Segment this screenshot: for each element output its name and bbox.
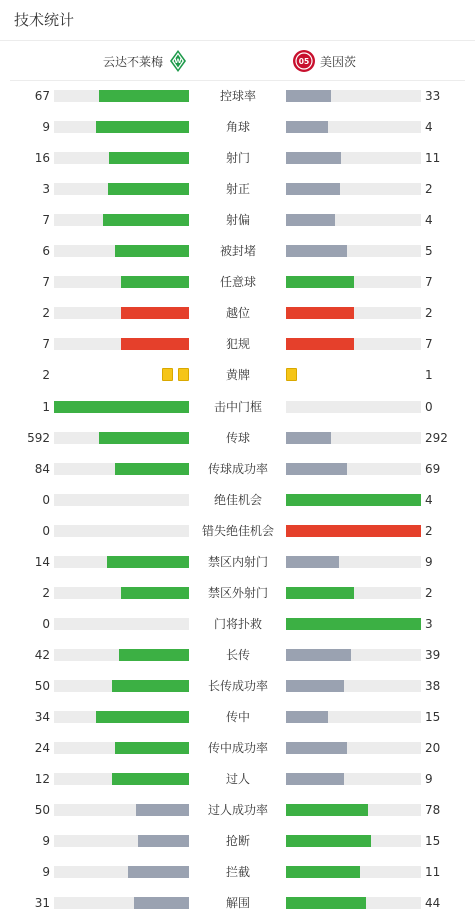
stat-label: 被封堵 xyxy=(219,244,256,258)
stat-row xyxy=(0,117,475,137)
home-cards xyxy=(162,368,189,381)
away-value: 1 xyxy=(425,368,433,382)
home-bar-fill xyxy=(112,680,189,692)
stat-label: 射门 xyxy=(225,151,250,165)
stat-row xyxy=(0,148,475,168)
home-value: 12 xyxy=(34,772,50,786)
away-bar-track xyxy=(286,897,421,909)
stat-label: 门将扑救 xyxy=(213,617,262,631)
stat-label: 过人成功率 xyxy=(207,803,268,817)
away-bar-fill xyxy=(286,742,347,754)
away-bar-fill xyxy=(286,773,344,785)
home-bar-track xyxy=(54,90,189,102)
stat-row xyxy=(0,800,475,820)
home-value: 0 xyxy=(42,524,50,538)
home-bar-fill xyxy=(115,463,189,475)
stat-row xyxy=(0,583,475,603)
away-bar-fill xyxy=(286,494,421,506)
home-value: 31 xyxy=(34,896,50,910)
divider xyxy=(10,80,465,81)
away-bar-fill xyxy=(286,183,340,195)
away-bar-track xyxy=(286,90,421,102)
away-bar-fill xyxy=(286,618,421,630)
home-value: 2 xyxy=(42,586,50,600)
home-bar-track xyxy=(54,866,189,878)
stat-row xyxy=(0,707,475,727)
stat-row xyxy=(0,210,475,230)
stat-label: 禁区外射门 xyxy=(207,586,268,600)
away-bar-fill xyxy=(286,152,341,164)
away-value: 5 xyxy=(425,244,433,258)
home-team[interactable] xyxy=(103,48,187,74)
away-bar-track xyxy=(286,401,421,413)
stat-row xyxy=(0,459,475,479)
home-value: 9 xyxy=(42,865,50,879)
svg-text:W: W xyxy=(174,57,182,66)
home-value: 24 xyxy=(34,741,50,755)
away-bar-fill xyxy=(286,711,328,723)
home-bar-track xyxy=(54,245,189,257)
away-bar-track xyxy=(286,742,421,754)
away-bar-track xyxy=(286,835,421,847)
home-bar-fill xyxy=(121,307,189,319)
away-team[interactable] xyxy=(292,48,356,74)
home-value: 2 xyxy=(42,368,50,382)
away-value: 2 xyxy=(425,524,433,538)
home-value: 16 xyxy=(34,151,50,165)
home-bar-fill xyxy=(109,152,189,164)
home-bar-track xyxy=(54,525,189,537)
stat-row xyxy=(0,365,475,385)
home-value: 592 xyxy=(27,431,50,445)
home-bar-track xyxy=(54,649,189,661)
svg-text:05: 05 xyxy=(298,56,310,66)
away-bar-track xyxy=(286,183,421,195)
home-bar-track xyxy=(54,618,189,630)
home-bar-fill xyxy=(121,587,189,599)
home-value: 50 xyxy=(34,803,50,817)
stat-label: 传球 xyxy=(225,431,250,445)
home-bar-track xyxy=(54,183,189,195)
away-value: 33 xyxy=(425,89,441,103)
home-bar-fill xyxy=(115,245,189,257)
stat-row xyxy=(0,862,475,882)
yellow-card-icon xyxy=(286,368,297,381)
stat-row xyxy=(0,614,475,634)
stat-row xyxy=(0,738,475,758)
away-bar-fill xyxy=(286,680,344,692)
away-bar-fill xyxy=(286,338,354,350)
stat-label: 射正 xyxy=(225,182,250,196)
away-bar-track xyxy=(286,649,421,661)
stat-label: 长传成功率 xyxy=(207,679,268,693)
away-value: 15 xyxy=(425,710,441,724)
stat-label: 击中门框 xyxy=(213,400,262,414)
away-value: 2 xyxy=(425,306,433,320)
stat-row xyxy=(0,303,475,323)
stat-row xyxy=(0,334,475,354)
mainz-crest-icon xyxy=(292,49,316,73)
away-bar-fill xyxy=(286,121,328,133)
stat-label: 错失绝佳机会 xyxy=(201,524,274,538)
away-bar-track xyxy=(286,463,421,475)
home-value: 9 xyxy=(42,834,50,848)
home-bar-fill xyxy=(121,276,189,288)
away-bar-fill xyxy=(286,307,354,319)
stat-label: 抢断 xyxy=(225,834,250,848)
away-value: 2 xyxy=(425,586,433,600)
away-bar-track xyxy=(286,773,421,785)
home-bar-track xyxy=(54,401,189,413)
home-value: 9 xyxy=(42,120,50,134)
away-bar-track xyxy=(286,525,421,537)
home-bar-track xyxy=(54,152,189,164)
home-bar-fill xyxy=(107,556,189,568)
home-bar-fill xyxy=(99,90,189,102)
home-bar-track xyxy=(54,432,189,444)
away-bar-track xyxy=(286,276,421,288)
stat-label: 控球率 xyxy=(219,89,256,103)
home-bar-fill xyxy=(138,835,189,847)
home-bar-track xyxy=(54,742,189,754)
away-value: 9 xyxy=(425,555,433,569)
away-value: 7 xyxy=(425,337,433,351)
away-value: 2 xyxy=(425,182,433,196)
home-team-name: 云达不莱梅 xyxy=(102,54,163,69)
home-bar-track xyxy=(54,897,189,909)
away-bar-track xyxy=(286,804,421,816)
home-bar-fill xyxy=(128,866,189,878)
home-bar-track xyxy=(54,338,189,350)
page-title: 技术统计 xyxy=(14,11,75,29)
home-value: 1 xyxy=(42,400,50,414)
home-value: 0 xyxy=(42,493,50,507)
away-bar-track xyxy=(286,307,421,319)
home-value: 34 xyxy=(34,710,50,724)
home-bar-fill xyxy=(103,214,189,226)
stat-label: 过人 xyxy=(225,772,250,786)
away-value: 20 xyxy=(425,741,441,755)
stat-label: 角球 xyxy=(225,120,250,134)
stat-label: 解围 xyxy=(225,896,250,910)
stat-row xyxy=(0,272,475,292)
stat-row xyxy=(0,676,475,696)
home-value: 50 xyxy=(34,679,50,693)
away-team-name: 美因茨 xyxy=(320,54,357,69)
home-value: 6 xyxy=(42,244,50,258)
away-bar-fill xyxy=(286,214,335,226)
home-bar-track xyxy=(54,711,189,723)
away-bar-track xyxy=(286,152,421,164)
stat-row xyxy=(0,241,475,261)
stat-label: 传中 xyxy=(225,710,250,724)
home-bar-fill xyxy=(121,338,189,350)
stat-label: 犯规 xyxy=(225,337,250,351)
home-bar-fill xyxy=(96,121,189,133)
stat-label: 拦截 xyxy=(225,865,250,879)
werder-bremen-crest-icon xyxy=(169,49,187,73)
away-value: 3 xyxy=(425,617,433,631)
away-bar-fill xyxy=(286,804,368,816)
stat-label: 传球成功率 xyxy=(207,462,268,476)
away-value: 4 xyxy=(425,213,433,227)
away-bar-fill xyxy=(286,556,339,568)
home-value: 7 xyxy=(42,275,50,289)
away-bar-track xyxy=(286,432,421,444)
stat-row xyxy=(0,521,475,541)
home-bar-fill xyxy=(96,711,189,723)
away-bar-fill xyxy=(286,835,371,847)
home-value: 84 xyxy=(34,462,50,476)
home-value: 7 xyxy=(42,213,50,227)
away-value: 11 xyxy=(425,151,441,165)
away-bar-fill xyxy=(286,245,347,257)
away-bar-fill xyxy=(286,90,331,102)
home-bar-track xyxy=(54,307,189,319)
stat-row xyxy=(0,893,475,913)
away-bar-fill xyxy=(286,276,354,288)
home-value: 0 xyxy=(42,617,50,631)
home-bar-track xyxy=(54,835,189,847)
away-bar-track xyxy=(286,711,421,723)
home-bar-track xyxy=(54,680,189,692)
home-bar-track xyxy=(54,494,189,506)
stat-row xyxy=(0,86,475,106)
stat-label: 长传 xyxy=(225,648,250,662)
away-bar-fill xyxy=(286,866,360,878)
stat-row xyxy=(0,179,475,199)
stat-label: 绝佳机会 xyxy=(213,493,262,507)
stat-label: 黄牌 xyxy=(225,368,250,382)
home-bar-fill xyxy=(115,742,189,754)
home-value: 42 xyxy=(34,648,50,662)
home-bar-track xyxy=(54,804,189,816)
home-value: 67 xyxy=(34,89,50,103)
away-bar-fill xyxy=(286,432,331,444)
away-bar-fill xyxy=(286,463,347,475)
away-bar-track xyxy=(286,680,421,692)
away-bar-track xyxy=(286,245,421,257)
away-value: 39 xyxy=(425,648,441,662)
away-cards xyxy=(286,368,297,381)
away-value: 11 xyxy=(425,865,441,879)
home-bar-track xyxy=(54,463,189,475)
home-bar-fill xyxy=(119,649,189,661)
away-value: 44 xyxy=(425,896,441,910)
stat-label: 射偏 xyxy=(225,213,250,227)
away-bar-track xyxy=(286,587,421,599)
away-bar-fill xyxy=(286,587,354,599)
stat-row xyxy=(0,397,475,417)
home-value: 3 xyxy=(42,182,50,196)
stat-row xyxy=(0,769,475,789)
away-value: 9 xyxy=(425,772,433,786)
home-value: 14 xyxy=(34,555,50,569)
stat-label: 禁区内射门 xyxy=(207,555,268,569)
stat-row xyxy=(0,428,475,448)
yellow-card-icon xyxy=(178,368,189,381)
away-bar-track xyxy=(286,338,421,350)
divider xyxy=(0,40,475,41)
stat-label: 任意球 xyxy=(219,275,256,289)
home-bar-track xyxy=(54,214,189,226)
stat-row xyxy=(0,552,475,572)
home-bar-track xyxy=(54,276,189,288)
away-value: 7 xyxy=(425,275,433,289)
stat-label: 传中成功率 xyxy=(207,741,268,755)
home-value: 2 xyxy=(42,306,50,320)
home-bar-track xyxy=(54,587,189,599)
home-bar-fill xyxy=(54,401,189,413)
away-bar-track xyxy=(286,618,421,630)
away-value: 292 xyxy=(425,431,448,445)
away-bar-track xyxy=(286,121,421,133)
away-value: 15 xyxy=(425,834,441,848)
stat-row xyxy=(0,645,475,665)
home-bar-fill xyxy=(134,897,189,909)
away-bar-track xyxy=(286,866,421,878)
away-value: 38 xyxy=(425,679,441,693)
home-bar-fill xyxy=(112,773,189,785)
home-bar-fill xyxy=(99,432,189,444)
away-bar-fill xyxy=(286,897,366,909)
home-bar-fill xyxy=(108,183,189,195)
away-bar-track xyxy=(286,494,421,506)
yellow-card-icon xyxy=(162,368,173,381)
stat-row xyxy=(0,490,475,510)
home-bar-track xyxy=(54,556,189,568)
stat-label: 越位 xyxy=(225,306,250,320)
away-value: 69 xyxy=(425,462,441,476)
away-value: 4 xyxy=(425,120,433,134)
away-value: 78 xyxy=(425,803,441,817)
away-value: 4 xyxy=(425,493,433,507)
stat-row xyxy=(0,831,475,851)
teams-header xyxy=(0,42,475,80)
away-bar-track xyxy=(286,214,421,226)
home-value: 7 xyxy=(42,337,50,351)
home-bar-track xyxy=(54,773,189,785)
home-bar-fill xyxy=(136,804,189,816)
away-value: 0 xyxy=(425,400,433,414)
home-bar-track xyxy=(54,121,189,133)
away-bar-track xyxy=(286,556,421,568)
away-bar-fill xyxy=(286,525,421,537)
away-bar-fill xyxy=(286,649,351,661)
